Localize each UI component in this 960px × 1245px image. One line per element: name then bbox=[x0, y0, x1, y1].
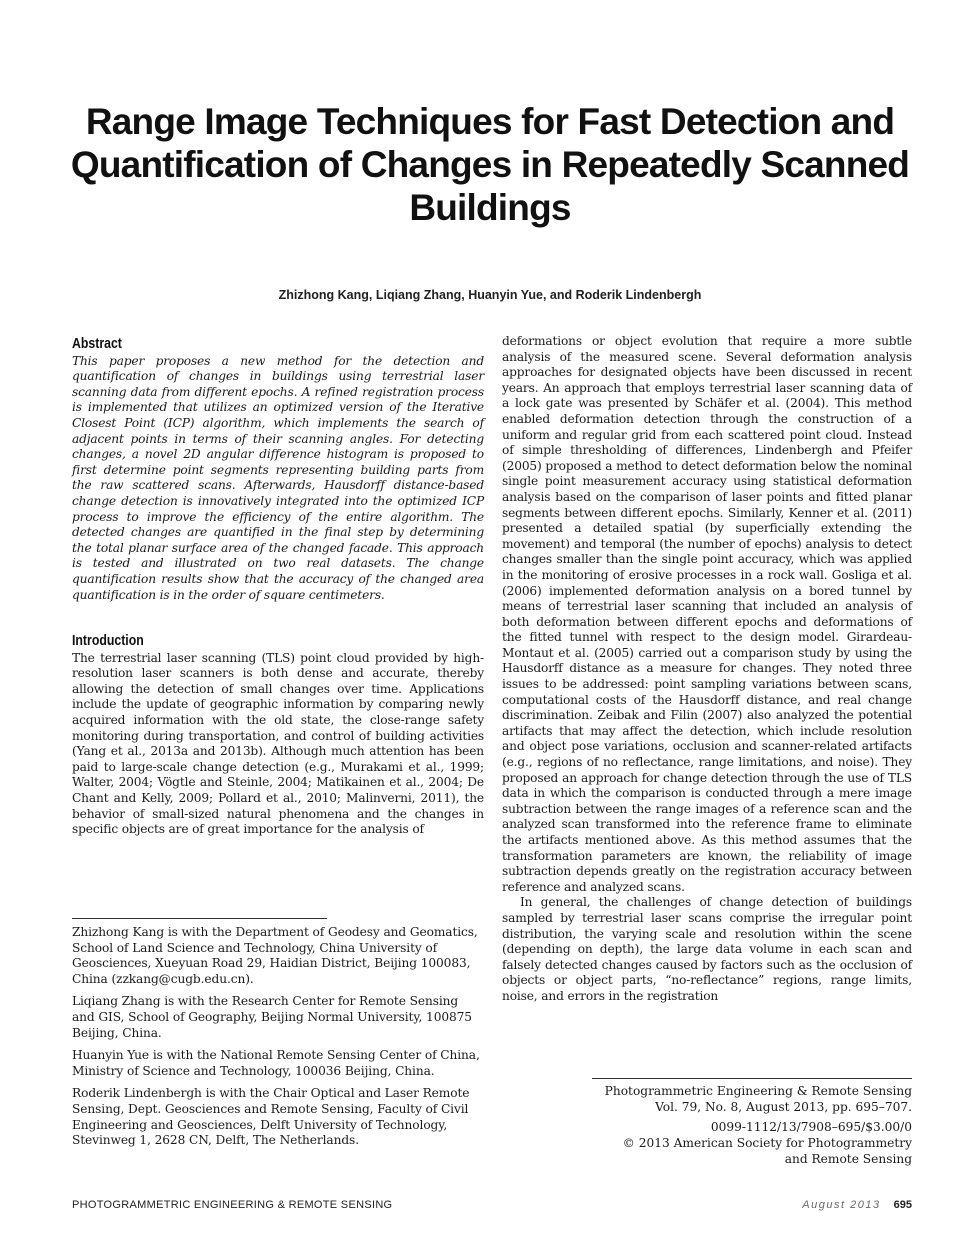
affiliation-kang: Zhizhong Kang is with the Department of Geodesy and Geomatics, School of Land Science and Technology, China University of Geosciences, Xueyuan Road 29, Haidian District, Beijing 100083, China (zzkang@cugb.edu.cn). bbox=[72, 925, 478, 986]
journal-volume: Vol. 79, No. 8, August 2013, pp. 695–707. bbox=[655, 1100, 912, 1114]
author-list: Zhizhong Kang, Liqiang Zhang, Huanyin Yue, and Roderik Lindenbergh bbox=[278, 288, 702, 302]
footer-journal-name: PHOTOGRAMMETRIC ENGINEERING & REMOTE SENSING bbox=[72, 1199, 393, 1211]
page-number: 695 bbox=[893, 1199, 912, 1211]
journal-ref-divider bbox=[592, 1078, 912, 1079]
affiliation-zhang: Liqiang Zhang is with the Research Center for Remote Sensing and GIS, School of Geography, Beijing Normal University, 100875 Beijing, China. bbox=[72, 994, 472, 1040]
body-paragraph: deformations or object evolution that require a more subtle analysis of the measured scene. Several deformation analysis approaches for designated objects have been discussed in recent years. An approach that employs terrestrial laser scanning data of a lock gate was presented by Schäfer et al. (2004). This method enabled deformation detection through the construction of a uniform and regular grid from each scattered point cloud. Instead of simple thresholding of differences, Lindenbergh and Pfeifer (2005) proposed a method to detect deformation below the nominal single point measurement accuracy using statistical deformation analysis based on the comparison of laser points and fitted planar segments between different epochs. Similarly, Kenner et al. (2011) presented a detailed spatial (by superficially extending the movement) and temporal (the number of epochs) analysis to detect changes smaller than the single point accuracy, which was applied in the monitoring of erosive processes in a rock wall. Gosliga et al. (2006) implemented deformation analysis on a bored tunnel by means of terrestrial laser scanning that included an analysis of both deformation between different epochs and deformations of the fitted tunnel with respect to the design model. Girardeau-Montaut et al. (2005) carried out a comparison study by using the Hausdorff distance as a measure for changes. They noted three issues to be addressed: point sampling variations between scans, computational costs of the Hausdorff distance, and real change discrimination. Zeibak and Filin (2007) also analyzed the potential artifacts that may affect the detection, which include resolution and object pose variations, occlusion and scanner-related artifacts (e.g., regions of no reflectance, range limitations, and noise). They proposed an approach for change detection through the use of TLS data in which the comparison is conducted through a mere image subtraction between the range images of a reference scan and the analyzed scan transformed into the reference frame to eliminate the artifacts mentioned above. As this method assumes that the transformation parameters are known, the reliability of image subtraction depends greatly on the registration accuracy between reference and analyzed scans. bbox=[502, 334, 912, 894]
abstract-text: This paper proposes a new method for the detection and quantification of changes in buildings using terrestrial laser scanning data from different epochs. A refined registration process is implemented that utilizes an optimized version of the Iterative Closest Point (ICP) algorithm, which implements the search of adjacent points in terms of their scanning angles. For detecting changes, a novel 2D angular difference histogram is proposed to first determine point segments representing building parts from the raw scattered scans. Afterwards, Hausdorff distance-based change detection is innovatively integrated into the optimized ICP process to improve the efficiency of the entire algorithm. The detected changes are quantified in the final step by determining the total planar surface area of the changed facade. This approach is tested and illustrated on two real datasets. The change quantification results show that the accuracy of the changed area quantification is in the order of square centimeters. bbox=[72, 353, 484, 602]
footnote-divider bbox=[72, 918, 327, 919]
copyright: © 2013 American Society for Photogrammetry bbox=[622, 1136, 912, 1150]
body-paragraph: In general, the challenges of change detection of buildings sampled by terrestrial laser scans comprise the irregular point distribution, the varying scale and resolution within the scene (depending on depth), the large data volume in each scan and falsely detected changes caused by factors such as the occlusion of objects or object parts, “no-reflectance” regions, range limits, noise, and errors in the registration bbox=[502, 895, 912, 1003]
affiliation-lindenbergh: Roderik Lindenbergh is with the Chair Optical and Laser Remote Sensing, Dept. Geosciences and Remote Sensing, Faculty of Civil Engineering and Geosciences, Delft University of Technology, Stevinweg 1, 2628 CN, Delft, The Netherlands. bbox=[72, 1086, 470, 1148]
journal-issn: 0099-1112/13/7908–695/$3.00/0 bbox=[710, 1120, 912, 1134]
paper-title: Range Image Techniques for Fast Detection and Quantification of Changes in Repeatedly Scanned Buildings bbox=[70, 101, 910, 228]
footer-month: August 2013 bbox=[802, 1199, 881, 1211]
left-column bbox=[72, 336, 484, 838]
introduction-text: The terrestrial laser scanning (TLS) point cloud provided by high-resolution laser scanners is both dense and accurate, thereby allowing the detection of small changes over time. Applications include the update of geographic information by comparing newly acquired information with the old state, the close-range safety monitoring during transportation, and control of building activities (Yang et al., 2013a and 2013b). Although much attention has been paid to large-scale change detection (e.g., Murakami et al., 1999; Walter, 2004; Vögtle and Steinle, 2004; Matikainen et al., 2004; De Chant and Kelly, 2009; Pollard et al., 2010; Malinverni, 2011), the behavior of small-sized natural phenomena and the changes in specific objects are of great importance for the analysis of bbox=[72, 650, 484, 837]
right-column bbox=[502, 334, 912, 1005]
copyright-holder: and Remote Sensing bbox=[784, 1152, 912, 1166]
introduction-heading: Introduction bbox=[72, 632, 144, 650]
affiliations bbox=[72, 925, 484, 1156]
abstract-heading: Abstract bbox=[72, 335, 122, 352]
footer-page-info bbox=[802, 1199, 912, 1211]
journal-reference bbox=[560, 1083, 912, 1167]
affiliation-yue: Huanyin Yue is with the National Remote Sensing Center of China, Ministry of Science and Technology, 100036 Beijing, China. bbox=[72, 1048, 480, 1078]
journal-name: Photogrammetric Engineering & Remote Sensing bbox=[604, 1084, 912, 1098]
